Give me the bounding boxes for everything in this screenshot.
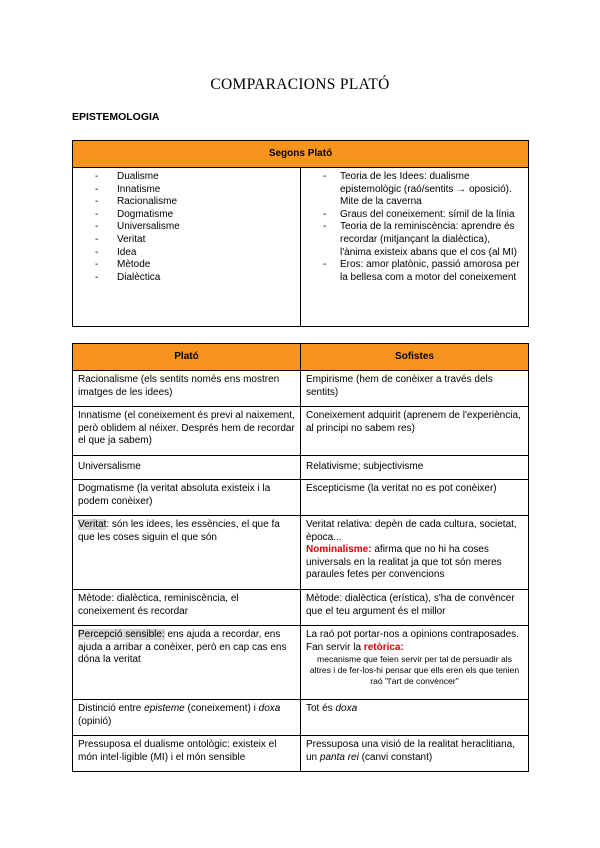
sofistes-cell [301,736,529,772]
sofistes-cell: Coneixement adquirit (aprenem de l'experiència, al principi no sabem res) [301,407,529,456]
list-item: - Universalisme [95,221,295,234]
table-row [73,456,529,480]
sofistes-header: Sofistes [301,344,529,371]
plato-cell [73,700,301,736]
cell-text: afirma que no hi ha coses universals en la realitat ja que tot són meres paraules fetes per convencions [306,544,502,581]
cell-text: ens ajuda a recordar, ens ajuda a arribar a conèixer, però en cap cas ens dóna la veritat [78,629,287,666]
italic-term: episteme [144,703,185,714]
plato-cell [73,516,301,590]
plato-header: Plató [73,344,301,371]
table-row [73,371,529,407]
sofistes-cell: Empirisme (hem de conèixer a través dels sentits) [301,371,529,407]
red-term: retòrica: [363,641,404,653]
cell-text: La raó pot portar-nos a opinions contraposades. Fan servir la [306,629,519,653]
plato-cell: Racionalisme (els sentits només ens mostren imatges de les idees) [73,371,301,407]
cell-text: Veritat relativa: depèn de cada cultura, societat, època... [306,519,517,543]
small-note: mecanisme que feien servir per tal de persuadir als altres i de fer-los-hi pensar que ells eren els que tenien raó "l'art de convèncer" [309,654,520,687]
theories-list [323,171,523,284]
cell-text: Tot és [306,703,336,714]
table-row [73,407,529,456]
sofistes-cell [301,626,529,700]
plato-cell: Universalisme [73,456,301,480]
segons-plato-table [72,140,529,327]
theories-cell [301,168,529,327]
list-item: - Innatisme [95,184,295,197]
sofistes-cell: Escepticisme (la veritat no es pot conèixer) [301,480,529,516]
list-item: - Dogmatisme [95,209,295,222]
concepts-cell [73,168,301,327]
list-item: - Idea [95,247,295,260]
table-row [73,700,529,736]
list-item: - Teoria de la reminiscència: aprendre és recordar (mitjançant la dialèctica), l'ànima existeix abans que el cos (al MI) [323,221,523,259]
italic-term: doxa [258,703,281,714]
sofistes-cell [301,700,529,736]
list-item: - Eros: amor platònic, passió amorosa per la bellesa com a motor del coneixement [323,259,523,284]
plato-cell: Innatisme (el coneixement és previ al naixement, però oblidem al néixer. Després hem de recordar el que ja sabem) [73,407,301,456]
plato-cell: Dogmatisme (la veritat absoluta existeix i la podem conèixer) [73,480,301,516]
segons-plato-header: Segons Plató [73,141,529,168]
table-row [73,736,529,772]
plato-cell: Mètode: dialèctica, reminiscència, el coneixement és recordar [73,590,301,626]
list-item: - Veritat [95,234,295,247]
italic-term: doxa [335,703,358,714]
sofistes-cell: Mètode: dialèctica (erística), s'ha de convèncer que el teu argument és el millor [301,590,529,626]
red-term: Nominalisme: [306,544,372,556]
list-item: - Mètode [95,259,295,272]
table-row [73,516,529,590]
list-item: - Dialèctica [95,272,295,285]
table-row [73,590,529,626]
table-row [73,626,529,700]
list-item: - Graus del coneixement: símil de la línia [323,209,523,222]
list-item: - Teoria de les Idees: dualisme epistemològic (raó/sentits → oposició). Mite de la caverna [323,171,523,209]
sofistes-cell: Relativisme; subjectivisme [301,456,529,480]
cell-text: (canvi constant) [358,751,433,763]
plato-cell: Pressuposa el dualisme ontològic: existeix el món intel·ligible (MI) i el món sensible [73,736,301,772]
cell-text: Pressuposa una visió de la realitat heraclitiana, un [306,739,516,763]
plato-cell [73,626,301,700]
concepts-list [95,171,295,284]
plato-sofistes-table [72,343,529,772]
cell-text: (coneixement) i [184,703,259,714]
highlighted-term: Percepció sensible: [78,629,165,640]
highlighted-term: Veritat [78,519,107,530]
sofistes-cell [301,516,529,590]
cell-text: (opinió) [78,715,112,727]
page-title: COMPARACIONS PLATÓ [210,76,390,93]
list-item: - Racionalisme [95,196,295,209]
cell-text: Distinció entre [78,703,145,714]
italic-term: panta rei [319,751,359,763]
cell-text: : són les idees, les essències, el que fa que les coses siguin el que són [78,519,280,543]
table-row [73,480,529,516]
section-heading: EPISTEMOLOGIA [72,111,160,123]
list-item: - Dualisme [95,171,295,184]
